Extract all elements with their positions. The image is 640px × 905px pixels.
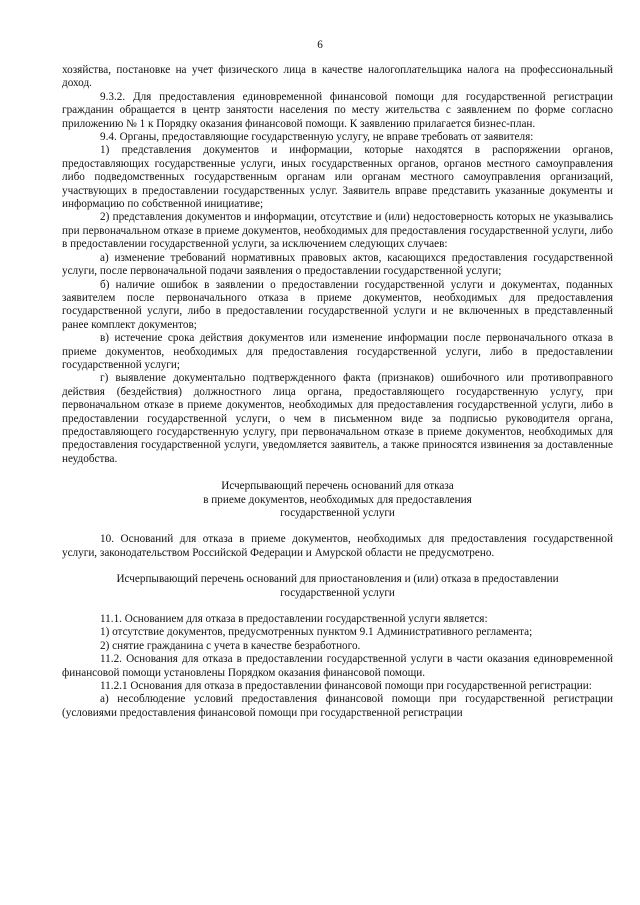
list-item-v: в) истечение срока действия документов или изменение информации после первоначального отказа в приеме документов, необходимых для предоставления государственной услуги, либо в предоставлении государственной услуги; (62, 332, 613, 371)
section-heading-suspension-reasons (62, 573, 613, 600)
heading-line: в приеме документов, необходимых для предоставления (203, 493, 472, 506)
list-item-b: б) наличие ошибок в заявлении о предоставлении государственной услуги и документах, поданных заявителем после первоначального отказа в приеме документов, необходимых для предоставления государственной услуги, либо в предоставлении государственной услуги и не включенных в представленный ранее комплект документов; (62, 278, 613, 331)
paragraph-11-2-1: 11.2.1 Основания для отказа в предоставлении финансовой помощи при государственной регистрации: (100, 680, 592, 693)
paragraph-11-2: 11.2. Основания для отказа в предоставлении государственной услуги в части оказания единовременной финансовой помощи установлены Порядком оказания финансовой помощи. (62, 653, 613, 679)
paragraph-9-3-2: 9.3.2. Для предоставления единовременной финансовой помощи для государственной регистрации гражданин обращается в центр занятости населения по месту жительства с заявлением по форме согласно приложению № 1 к Порядку оказания финансовой помощи. К заявлению прилагается бизнес-план. (62, 90, 613, 130)
list-item-1: 1) представления документов и информации, которые находятся в распоряжении органов, предоставляющих государственные услуги, иных государственных органов, органов местного самоуправления либо подведомственных государственным органам или органам местного самоуправления организаций, участвующих в предоставлении государственных услуг. Заявитель вправе представить указанные документы и информацию по собственной инициативе; (62, 144, 613, 211)
document-body (62, 64, 613, 720)
list-item-a: а) изменение требований нормативных правовых актов, касающихся предоставления государственной услуги, после первоначальной подачи заявления о предоставлении государственной услуги; (62, 251, 613, 278)
list-item-11-1-1: 1) отсутствие документов, предусмотренных пунктом 9.1 Административного регламента; (100, 626, 533, 639)
list-item-11-2-1-a: а) несоблюдение условий предоставления финансовой помощи при государственной регистрации (условиями предоставления финансовой помощи при государственной регистрации (62, 693, 613, 719)
heading-line: государственной услуги (280, 586, 395, 599)
paragraph-9-4: 9.4. Органы, предоставляющие государственную услугу, не вправе требовать от заявителя: (100, 131, 534, 144)
heading-line: государственной услуги (280, 507, 395, 519)
list-item-2: 2) представления документов и информации, отсутствие и (или) недостоверность которых не указывались при первоначальном отказе в приеме документов, необходимых для предоставления государственной услуги, либо в предоставлении государственной услуги, за исключением следующих случаев: (62, 211, 613, 251)
paragraph-continuation: хозяйства, постановке на учет физического лица в качестве налогоплательщика налога на профессиональный доход. (62, 64, 613, 90)
heading-line: Исчерпывающий перечень оснований для отказа (221, 480, 454, 493)
paragraph-10: 10. Оснований для отказа в приеме документов, необходимых для предоставления государственной услуги, законодательством Российской Федерации и Амурской области не предусмотрено. (62, 533, 613, 559)
paragraph-11-1: 11.1. Основанием для отказа в предоставлении государственной услуги является: (100, 613, 488, 626)
heading-line: Исчерпывающий перечень оснований для приостановления и (или) отказа в предоставлении (116, 573, 559, 586)
section-heading-refusal-reasons (62, 480, 613, 520)
list-item-g: г) выявление документально подтвержденного факта (признаков) ошибочного или противоправного действия (бездействия) должностного лица органа, предоставляющего государственную услугу, при первоначальном отказе в приеме документов, необходимых для предоставления государственной услуги, либо в предоставлении государственной услуги, о чем в письменном виде за подписью руководителя органа, предоставляющего государственную услугу, при первоначальном отказе в приеме документов, необходимых для предоставления государственной услуги, уведомляется заявитель, а также приносятся извинения за доставленные неудобства. (62, 372, 613, 465)
list-item-11-1-2: 2) снятие гражданина с учета в качестве безработного. (100, 639, 361, 652)
page-number: 6 (317, 39, 323, 51)
